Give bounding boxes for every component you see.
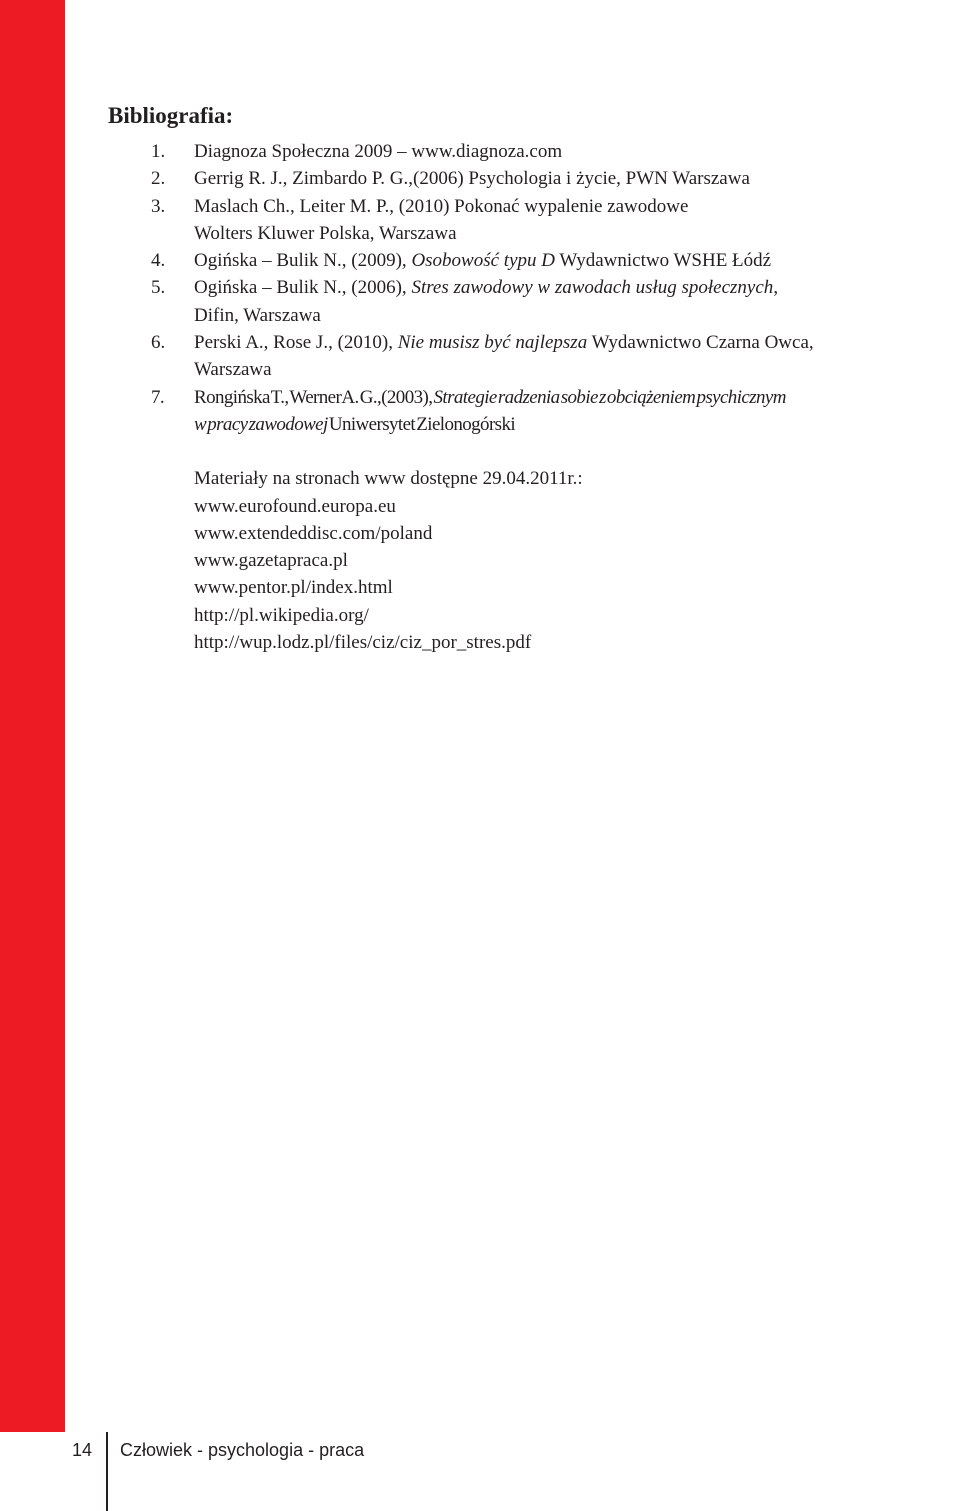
red-side-bar (0, 0, 65, 1432)
bibliography-item-number: 6. (151, 332, 166, 354)
materials-link[interactable]: www.eurofound.europa.eu (194, 495, 396, 517)
footer-title: Człowiek - psychologia - praca (120, 1440, 365, 1460)
page-footer (0, 1432, 960, 1511)
bibliography-item-number: 1. (151, 141, 166, 162)
bibliography-item (108, 274, 958, 329)
bibliography-item-number: 5. (151, 277, 166, 299)
bibliography-text: Wydawnictwo WSHE Łódź (555, 250, 772, 272)
bibliography-item-number: 2. (151, 168, 166, 190)
bibliography-text: Rongińska T., Werner A. G.,(2003), (194, 386, 434, 408)
bibliography-text: Perski A., Rose J., (2010), (194, 332, 398, 354)
bibliography-item (108, 247, 958, 274)
bibliography-item (108, 138, 958, 165)
bibliography-section (108, 98, 958, 656)
materials-intro: Materiały na stronach www dostępne 29.04.2011r.: (194, 468, 583, 490)
materials-link[interactable]: www.extendeddisc.com/poland (194, 522, 433, 544)
bibliography-item-number: 4. (151, 250, 166, 272)
bibliography-text: Warszawa (194, 359, 272, 381)
bibliography-title-italic: Osobowość typu D (411, 250, 555, 272)
bibliography-item-number: 7. (151, 386, 165, 408)
online-materials (108, 465, 958, 656)
materials-link[interactable]: www.pentor.pl/index.html (194, 577, 393, 599)
bibliography-heading: Bibliografia: (108, 103, 234, 128)
bibliography-text: Wydawnictwo Czarna Owca, (587, 332, 814, 354)
bibliography-item (108, 165, 958, 192)
materials-link[interactable]: www.gazetapraca.pl (194, 550, 348, 572)
bibliography-item (108, 329, 958, 384)
materials-link[interactable]: http://pl.wikipedia.org/ (194, 604, 369, 626)
bibliography-text: Difin, Warszawa (194, 304, 321, 326)
bibliography-title-italic: Nie musisz być najlepsza (397, 332, 588, 354)
bibliography-text: Ogińska – Bulik N., (2006), (194, 277, 412, 299)
bibliography-title-italic: Strategie radzenia sobie z obciążeniem psychicznym (433, 386, 786, 408)
bibliography-list (108, 138, 958, 438)
bibliography-text: Maslach Ch., Leiter M. P., (2010) Pokonać wypalenie zawodowe (194, 195, 689, 217)
page-number: 14 (72, 1440, 93, 1460)
bibliography-text: Uniwersytet Zielonogórski (327, 413, 516, 435)
bibliography-text: Ogińska – Bulik N., (2009), (194, 250, 412, 272)
bibliography-text: , (773, 277, 779, 299)
bibliography-item-number: 3. (151, 195, 166, 217)
bibliography-item (108, 193, 958, 248)
bibliography-item (108, 384, 958, 439)
bibliography-text: Diagnoza Społeczna 2009 – www.diagnoza.com (194, 141, 563, 162)
bibliography-text: Gerrig R. J., Zimbardo P. G.,(2006) Psychologia i życie, PWN Warszawa (194, 168, 750, 190)
bibliography-title-italic: w pracy zawodowej (194, 413, 328, 435)
bibliography-title-italic: Stres zawodowy w zawodach usług społecznych (411, 277, 774, 299)
materials-link[interactable]: http://wup.lodz.pl/files/ciz/ciz_por_stres.pdf (194, 632, 532, 654)
bibliography-text: Wolters Kluwer Polska, Warszawa (194, 222, 457, 244)
footer-divider (106, 1432, 108, 1511)
